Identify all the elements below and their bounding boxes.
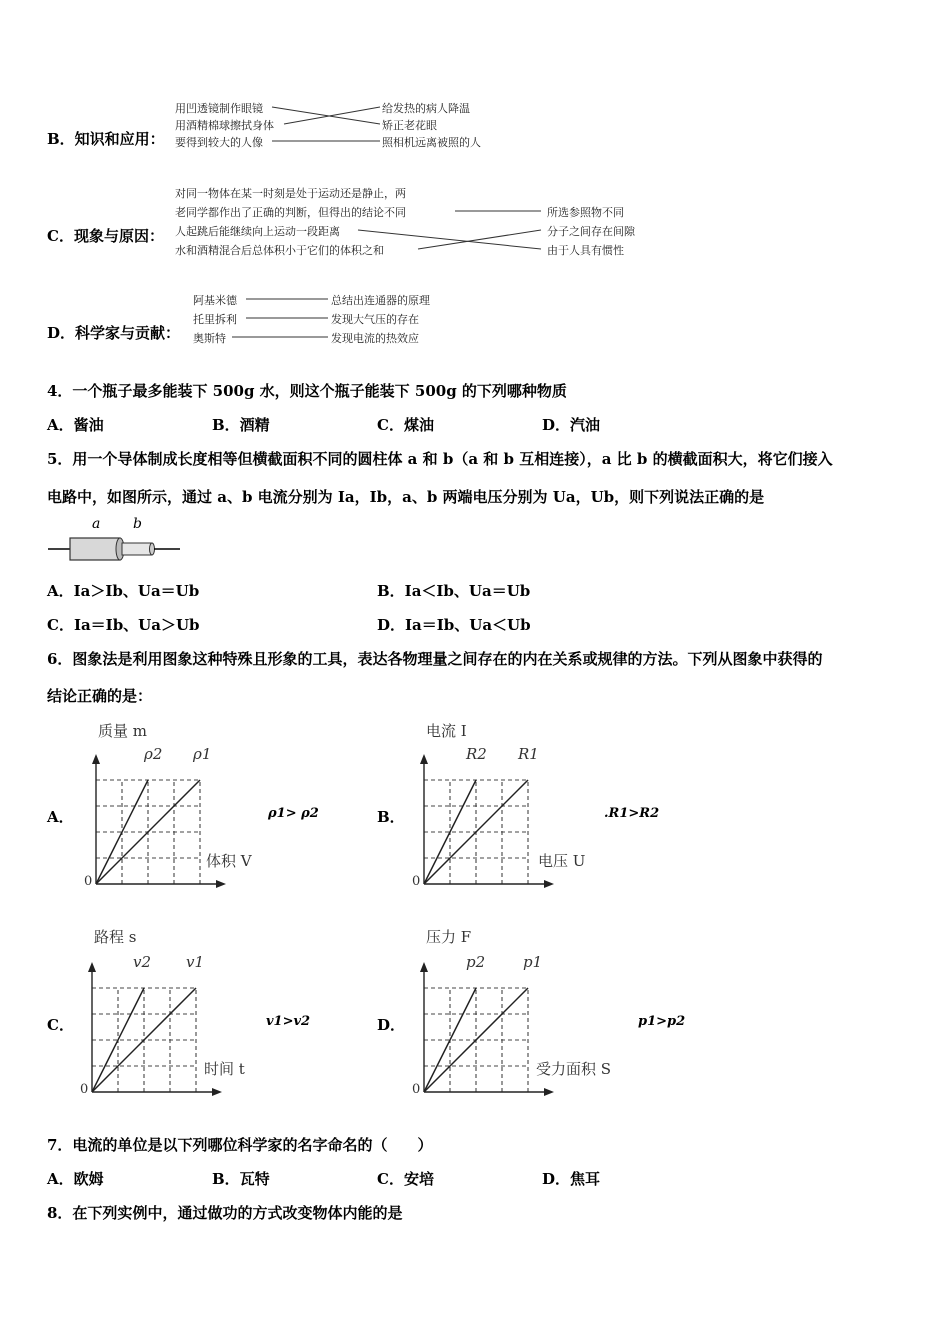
q3-b-label: B．知识和应用： [47, 130, 165, 148]
q3-b-left-3: 要得到较大的人像 [175, 136, 263, 149]
q6-stem-line2: 结论正确的是： [47, 687, 153, 705]
q3-d-left-1: 阿基米德 [193, 294, 237, 307]
q6-graph-b [408, 720, 608, 900]
q3-b-right-1: 给发热的病人降温 [382, 102, 470, 115]
q3-d-label: D．科学家与贡献： [47, 324, 181, 342]
q7-option-c: C．安培 [377, 1170, 434, 1188]
q3-b-right-3: 照相机远离被照的人 [382, 136, 481, 149]
q6-graph-d [408, 928, 608, 1108]
q4-option-d: D．汽油 [542, 416, 601, 434]
q7-option-b: B．瓦特 [212, 1170, 270, 1188]
q6-graph-b-line-r2: R2 [466, 745, 487, 763]
q6-graph-c-line-v1: v1 [186, 953, 205, 971]
q6-graph-d-origin: 0 [412, 1082, 421, 1097]
q6-graph-c-xlabel: 时间 t [204, 1060, 245, 1078]
x-axis-arrow [544, 880, 554, 888]
q6-graph-c [76, 928, 276, 1108]
q7-option-a: A．欧姆 [47, 1170, 104, 1188]
q6-graph-b-xlabel: 电压 U [538, 852, 586, 870]
q6-graph-a-line-rho2: ρ2 [144, 745, 163, 763]
q7-option-d: D．焦耳 [542, 1170, 601, 1188]
q7-stem: 7．电流的单位是以下列哪位科学家的名字命名的（ ） [47, 1136, 433, 1154]
q6-graph-a-ylabel: 质量 m [98, 722, 147, 740]
y-axis-arrow [420, 754, 428, 764]
y-axis-arrow [88, 962, 96, 972]
q3-b-left-2: 用酒精棉球擦拭身体 [175, 119, 274, 132]
q3-c-right-1: 所选参照物不同 [547, 206, 624, 219]
q6-graph-d-xlabel: 受力面积 S [536, 1060, 612, 1078]
q5-option-b: B．Ia＜Ib、Ua＝Ub [377, 582, 531, 600]
q6-graph-d-line-p1: p1 [523, 953, 543, 971]
q6-stem-line1: 6．图象法是利用图象这种特殊且形象的工具，表达各物理量之间存在的内在关系或规律的方法。下列从图象中获得的 [47, 650, 823, 668]
q3-d-right-1: 总结出连通器的原理 [331, 294, 430, 307]
q6-graph-a [80, 720, 280, 900]
x-axis-arrow [544, 1088, 554, 1096]
q3-c-label: C．现象与原因： [47, 227, 164, 245]
q5-stem-line1: 5．用一个导体制成长度相等但横截面积不同的圆柱体 a 和 b（a 和 b 互相连接），a 比 b 的横截面积大，将它们接入 [47, 450, 833, 468]
q4-stem: 4．一个瓶子最多能装下 500g 水，则这个瓶子能装下 500g 的下列哪种物质 [47, 382, 567, 400]
q6-graph-c-origin: 0 [80, 1082, 89, 1097]
q4-option-b: B．酒精 [212, 416, 270, 434]
q6-graph-b-ylabel: 电流 I [426, 722, 467, 740]
q3-c-left-4: 水和酒精混合后总体积小于它们的体积之和 [175, 244, 384, 257]
q5-option-d: D．Ia＝Ib、Ua＜Ub [377, 616, 531, 634]
q3-b-left-1: 用凹透镜制作眼镜 [175, 102, 263, 115]
q6-graph-a-xlabel: 体积 V [206, 852, 252, 870]
q3-b-right-2: 矫正老花眼 [382, 119, 437, 132]
q3-c-right-3: 由于人具有惯性 [547, 244, 624, 257]
y-axis-arrow [420, 962, 428, 972]
q6-graph-c-conclusion: v1>v2 [266, 1014, 311, 1029]
y-axis-arrow [92, 754, 100, 764]
q5-option-a: A．Ia＞Ib、Ua＝Ub [47, 582, 200, 600]
q3-d-right-3: 发现电流的热效应 [331, 332, 419, 345]
q6-graph-d-line-p2: p2 [466, 953, 486, 971]
x-axis-arrow [216, 880, 226, 888]
q6-option-c: C． [47, 1016, 74, 1034]
q6-graph-b-conclusion: .R1>R2 [604, 806, 660, 821]
q3-c-right-2: 分子之间存在间隙 [547, 225, 635, 238]
q6-graph-a-origin: 0 [84, 874, 93, 889]
q5-label-a: a [92, 516, 101, 532]
q5-option-c: C．Ia＝Ib、Ua＞Ub [47, 616, 200, 634]
q3-d-left-2: 托里拆利 [193, 313, 237, 326]
q6-graph-a-conclusion: ρ1> ρ2 [268, 806, 319, 821]
q3-d-right-2: 发现大气压的存在 [331, 313, 419, 326]
q6-option-a: A． [47, 808, 74, 826]
q3-d-match-lines [0, 0, 950, 350]
q3-c-left-2: 老同学都作出了正确的判断，但得出的结论不同 [175, 206, 406, 219]
q4-option-a: A．酱油 [47, 416, 104, 434]
q6-graph-b-origin: 0 [412, 874, 421, 889]
q5-label-b: b [133, 516, 142, 532]
q6-graph-d-conclusion: p1>p2 [638, 1014, 686, 1029]
q8-stem: 8．在下列实例中，通过做功的方式改变物体内能的是 [47, 1204, 403, 1222]
q6-graph-d-ylabel: 压力 F [426, 928, 472, 946]
q5-conductor-figure [48, 516, 183, 566]
q3-c-left-3: 人起跳后能继续向上运动一段距离 [175, 225, 340, 238]
q6-graph-a-line-rho1: ρ1 [193, 745, 212, 763]
x-axis-arrow [212, 1088, 222, 1096]
q3-d-left-3: 奥斯特 [193, 332, 226, 345]
q6-option-b: B． [377, 808, 405, 826]
q5-stem-line2: 电路中，如图所示，通过 a、b 电流分别为 Ia，Ib，a、b 两端电压分别为 Ua，Ub，则下列说法正确的是 [47, 488, 765, 506]
q3-c-left-1: 对同一物体在某一时刻是处于运动还是静止，两 [175, 187, 406, 200]
q4-option-c: C．煤油 [377, 416, 434, 434]
q6-graph-c-line-v2: v2 [133, 953, 152, 971]
q6-option-d: D． [377, 1016, 406, 1034]
q6-graph-b-line-r1: R1 [518, 745, 539, 763]
q6-graph-c-ylabel: 路程 s [94, 928, 137, 946]
